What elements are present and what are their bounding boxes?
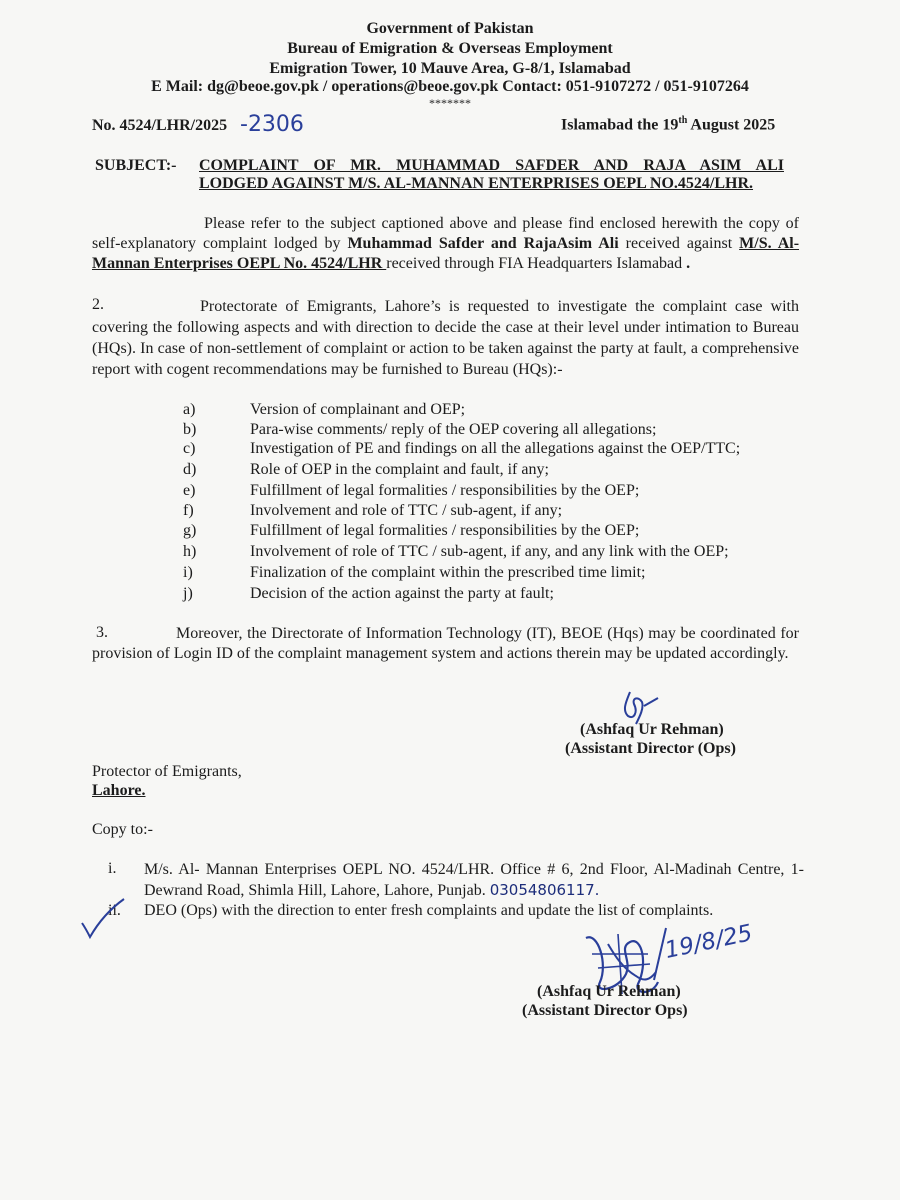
check-mark-icon	[78, 895, 128, 941]
subject-label: SUBJECT:-	[95, 157, 177, 174]
paragraph-3: Moreover, the Directorate of Information Technology (IT), BEOE (Hqs) may be coordinated for provision of Login ID of the complaint management system and actions therein may be updated accordingly.	[92, 625, 799, 662]
letterhead-contact: E Mail: dg@beoe.gov.pk / operations@beoe.gov.pk Contact: 051-9107272 / 051-9107264	[151, 78, 749, 95]
list-item: i. M/s. Al- Mannan Enterprises OEPL NO. 4524/LHR. Office # 6, 2nd Floor, Al-Madinah Centre, 1-Dewrand Road, Shimla Hill, Lahore, Lahore, Punjab. 03054806117.	[108, 860, 804, 899]
list-item: h) Involvement of role of TTC / sub-agent, if any, and any link with the OEP;	[183, 543, 729, 560]
signature-2-title: (Assistant Director Ops)	[522, 1002, 688, 1019]
list-item: b) Para-wise comments/ reply of the OEP covering all allegations;	[183, 421, 657, 438]
paragraph-2: Protectorate of Emigrants, Lahore’s is requested to investigate the complaint case with covering the following aspects and with direction to decide the case at their level under intimation to Bureau (HQs). In case of non-settlement of complaint or action to be taken against the party at fault, a comprehensive report with cogent recommendations may be furnished to Bureau (HQs):-	[92, 298, 799, 378]
list-item: c) Investigation of PE and findings on all the allegations against the OEP/TTC;	[183, 440, 741, 457]
reference-number: No. 4524/LHR/2025	[92, 117, 228, 134]
paragraph-2-number: 2.	[92, 296, 104, 313]
letterhead-line-2: Bureau of Emigration & Overseas Employment	[287, 40, 613, 57]
subject-line-1: COMPLAINT OF MR. MUHAMMAD SAFDER AND RAJA ASIM ALI	[199, 157, 784, 174]
list-item: g) Fulfillment of legal formalities / responsibilities by the OEP;	[183, 522, 640, 539]
list-item: d) Role of OEP in the complaint and fault, if any;	[183, 461, 549, 478]
signature-1-name: (Ashfaq Ur Rehman)	[580, 721, 724, 738]
copy-to-label: Copy to:-	[92, 821, 153, 838]
list-item: i) Finalization of the complaint within the prescribed time limit;	[183, 564, 646, 581]
letterhead-line-1: Government of Pakistan	[366, 20, 534, 37]
signature-2-name: (Ashfaq Ur Rehman)	[537, 983, 681, 1000]
list-item: ii. DEO (Ops) with the direction to enter fresh complaints and update the list of complaints.	[108, 902, 714, 919]
letterhead-line-3: Emigration Tower, 10 Mauve Area, G-8/1, Islamabad	[269, 60, 631, 77]
list-item: a) Version of complainant and OEP;	[183, 401, 466, 418]
place-date: Islamabad the 19th August 2025	[561, 115, 776, 134]
handwritten-diary-number: -2306	[240, 112, 304, 137]
recipient-line-1: Protector of Emigrants,	[92, 763, 242, 780]
list-item: e) Fulfillment of legal formalities / responsibilities by the OEP;	[183, 482, 640, 499]
signature-1-title: (Assistant Director (Ops)	[565, 740, 736, 757]
list-item: f) Involvement and role of TTC / sub-agent, if any;	[183, 502, 563, 519]
letterhead-stars: *******	[429, 96, 471, 110]
paragraph-3-number: 3.	[96, 624, 108, 641]
subject-line-2: LODGED AGAINST M/S. AL-MANNAN ENTERPRISES OEPL NO.4524/LHR.	[199, 175, 754, 192]
recipient-line-2: Lahore.	[92, 782, 146, 799]
signature-2-date: 19/8/25	[662, 920, 755, 964]
list-item: j) Decision of the action against the party at fault;	[183, 585, 554, 602]
paragraph-1: Please refer to the subject captioned above and please find enclosed herewith the copy of self-explanatory complaint lodged by Muhammad Safder and RajaAsim Ali received against M/S. Al-Mannan Enterprises OEPL No. 4524/LHR received through FIA Headquarters Islamabad .	[92, 215, 800, 272]
